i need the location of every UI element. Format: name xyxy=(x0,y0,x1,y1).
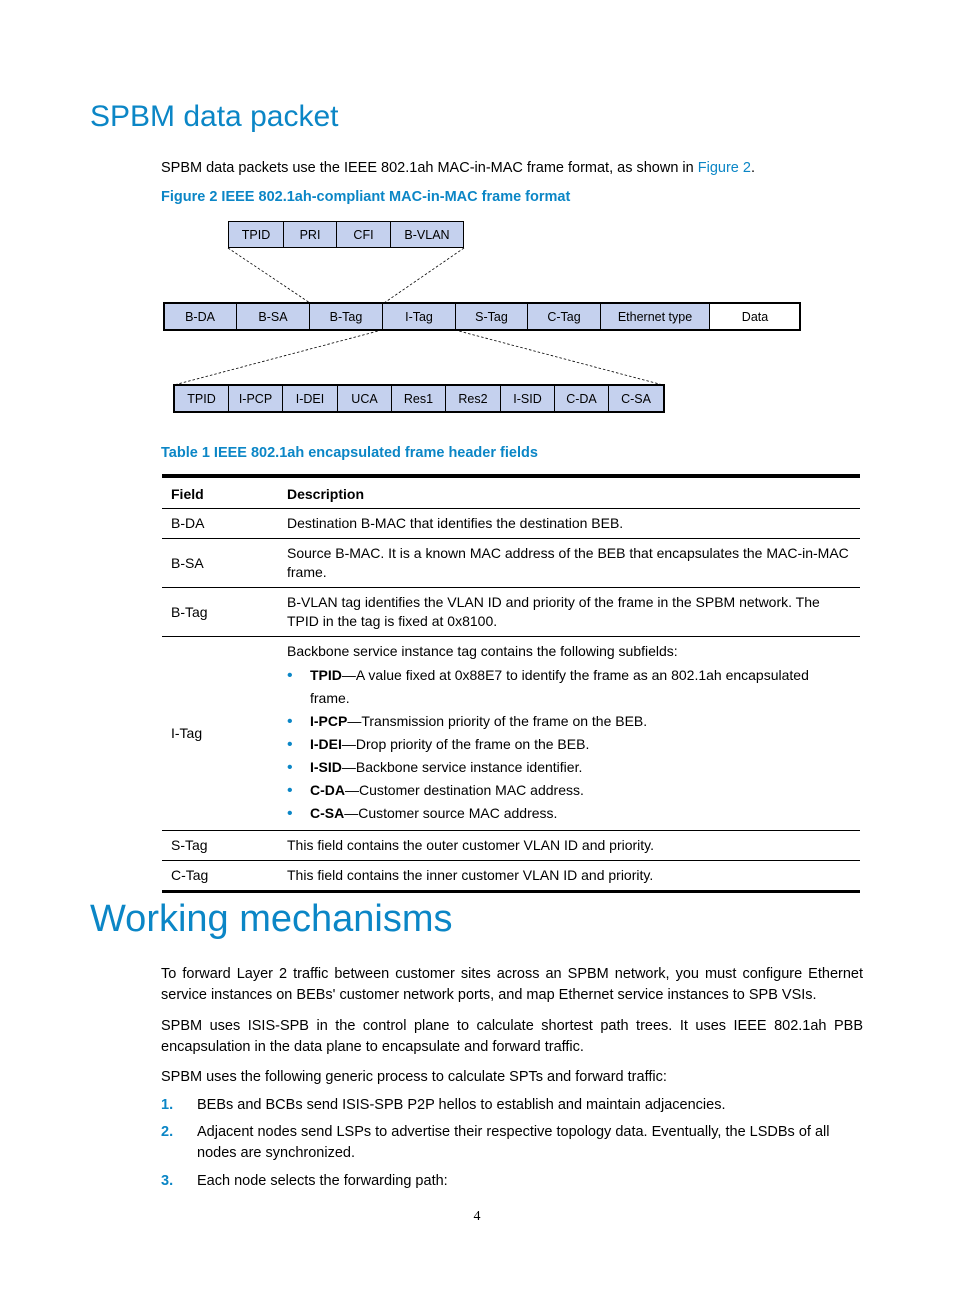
step-number: 3. xyxy=(161,1173,174,1189)
page-number: 4 xyxy=(473,1209,481,1224)
list-item: • TPID—A value fixed at 0x88E7 to identify the frame as an 802.1ah encapsulated frame. xyxy=(287,664,851,710)
section-title-spbm-data-packet: SPBM data packet xyxy=(90,100,339,133)
top-cell-pri: PRI xyxy=(283,221,337,248)
i-tag-subfield-list xyxy=(287,664,851,825)
bot-cell-c-sa: C-SA xyxy=(608,385,664,412)
bot-cell-i-dei: I-DEI xyxy=(282,385,338,412)
intro-text: SPBM data packets use the IEEE 802.1ah MAC-in-MAC frame format, as shown in xyxy=(161,160,698,176)
list-item: • C-SA—Customer source MAC address. xyxy=(287,802,851,825)
field-cell: B-DA xyxy=(162,509,278,539)
top-cell-cfi: CFI xyxy=(336,221,391,248)
bullet-icon: • xyxy=(287,805,293,822)
step-item xyxy=(161,1171,863,1192)
mid-cell-ethernet-type: Ethernet type xyxy=(600,303,710,330)
step-item xyxy=(161,1122,863,1164)
bullet-icon: • xyxy=(287,667,293,684)
step-text: Each node selects the forwarding path: xyxy=(197,1173,448,1189)
list-item: • I-PCP—Transmission priority of the frame on the BEB. xyxy=(287,710,851,733)
column-header-field: Field xyxy=(171,486,204,502)
connector-bottom-left xyxy=(174,330,382,385)
mid-cell-s-tag: S-Tag xyxy=(455,303,528,330)
bot-cell-c-da: C-DA xyxy=(554,385,609,412)
connector-top-right xyxy=(384,248,464,303)
description-cell: Source B-MAC. It is a known MAC address of the BEB that encapsulates the MAC-in-MAC frame. xyxy=(278,539,860,588)
bot-cell-res2: Res2 xyxy=(445,385,501,412)
figure-2-link[interactable]: Figure 2 xyxy=(697,160,751,176)
table-row xyxy=(162,637,860,831)
intro-end: . xyxy=(750,160,755,176)
top-cell-b-vlan: B-VLAN xyxy=(390,221,464,248)
connector-top-left xyxy=(228,248,310,303)
bullet-icon: • xyxy=(287,759,293,776)
bullet-icon: • xyxy=(287,782,293,799)
bot-cell-res1: Res1 xyxy=(391,385,446,412)
figure-caption: Figure 2 IEEE 802.1ah-compliant MAC-in-MAC frame format xyxy=(161,189,571,205)
connector-bottom-right xyxy=(455,330,663,385)
mid-cell-b-tag: B-Tag xyxy=(309,303,383,330)
paragraph-3: SPBM uses the following generic process to calculate SPTs and forward traffic: xyxy=(161,1069,667,1085)
description-cell: This field contains the outer customer VLAN ID and priority. xyxy=(278,831,860,861)
field-cell: C-Tag xyxy=(162,861,278,892)
step-text: BEBs and BCBs send ISIS-SPB P2P hellos to establish and maintain adjacencies. xyxy=(197,1097,726,1113)
section-title-working-mechanisms: Working mechanisms xyxy=(90,898,453,940)
list-item: • I-DEI—Drop priority of the frame on the BEB. xyxy=(287,733,851,756)
frame-format-diagram xyxy=(0,0,954,440)
field-cell: I-Tag xyxy=(162,637,278,831)
mid-cell-c-tag: C-Tag xyxy=(527,303,601,330)
mid-cell-data: Data xyxy=(709,303,801,330)
field-cell: B-SA xyxy=(162,539,278,588)
table-row xyxy=(162,831,860,861)
mid-cell-b-sa: B-SA xyxy=(236,303,310,330)
mid-cell-i-tag: I-Tag xyxy=(382,303,456,330)
table-row xyxy=(162,588,860,637)
bot-cell-uca: UCA xyxy=(337,385,392,412)
step-text: Adjacent nodes send LSPs to advertise their respective topology data. Eventually, the LSDBs of all nodes are synchronized. xyxy=(197,1124,830,1161)
table-header-row xyxy=(162,476,860,509)
header-fields-table xyxy=(162,474,860,893)
column-header-description: Description xyxy=(287,486,365,502)
field-cell: B-Tag xyxy=(162,588,278,637)
description-cell: B-VLAN tag identifies the VLAN ID and priority of the frame in the SPBM network. The TPID in the tag is fixed at 0x8100. xyxy=(278,588,860,637)
bullet-icon: • xyxy=(287,736,293,753)
mid-cell-b-da: B-DA xyxy=(163,303,237,330)
top-cell-tpid: TPID xyxy=(228,221,284,248)
description-cell: Destination B-MAC that identifies the destination BEB. xyxy=(278,509,860,539)
bullet-icon: • xyxy=(287,713,293,730)
table-row xyxy=(162,861,860,892)
diagram-connector-lines xyxy=(0,0,954,440)
step-number: 1. xyxy=(161,1097,174,1113)
description-cell xyxy=(278,637,860,831)
list-item: • I-SID—Backbone service instance identifier. xyxy=(287,756,851,779)
list-item: • C-DA—Customer destination MAC address. xyxy=(287,779,851,802)
bot-cell-tpid: TPID xyxy=(174,385,229,412)
bot-cell-i-pcp: I-PCP xyxy=(228,385,283,412)
paragraph-1: To forward Layer 2 traffic between customer sites across an SPBM network, you must configure Ethernet service instances on BEBs' customer network ports, and map Ethernet service instances to SPB VSIs. xyxy=(161,966,863,1003)
step-item xyxy=(161,1095,863,1116)
paragraph-2: SPBM uses ISIS-SPB in the control plane to calculate shortest path trees. It uses IEEE 802.1ah PBB encapsulation in the data plane to encapsulate and forward traffic. xyxy=(161,1018,863,1055)
table-row xyxy=(162,539,860,588)
description-cell: This field contains the inner customer VLAN ID and priority. xyxy=(278,861,860,892)
step-number: 2. xyxy=(161,1124,174,1140)
bot-cell-i-sid: I-SID xyxy=(500,385,555,412)
field-cell: S-Tag xyxy=(162,831,278,861)
table-caption: Table 1 IEEE 802.1ah encapsulated frame header fields xyxy=(161,445,538,461)
table-row xyxy=(162,509,860,539)
i-tag-intro: Backbone service instance tag contains the following subfields: xyxy=(287,643,678,659)
